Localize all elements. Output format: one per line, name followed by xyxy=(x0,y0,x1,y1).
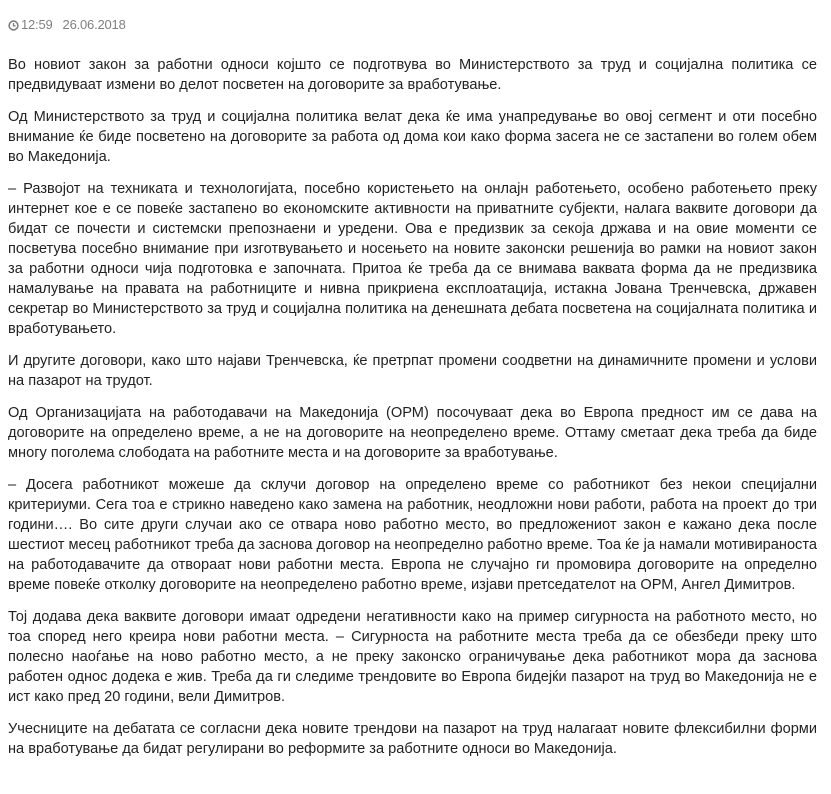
article-paragraph-quote: – Развојот на техниката и технологијата, посебно користењето на онлајн работењето, особено работењето преку интернет кое е се повеќе застапено во економските активности на приватните субјекти, налага ваквите договори да бидат се почести и системски препознаени и уредени. Ова е предизвик за секоја држава и на овие моменти се посветува посебно внимание при изготвувањето и носењето на новите законски решенија во рамки на новиот закон за работни односи чија подготовка е започната. Притоа ќе треба да се внимава ваквата форма да не предизвика намалување на правата на работниците и нивна прикриена експлоатација, истакна Јована Тренчевска, државен секретар во Министерството за труд и социјална политика на денешната дебата посветена на социјалната политика и вработувањето. xyxy=(8,181,817,337)
publish-time: 12:59 xyxy=(21,16,53,32)
clock-icon xyxy=(8,19,19,30)
article-paragraph-quote: – Досега работникот можеше да склучи договор на определено време со работникот без некои специјални критериуми. Сега тоа е стрикно наведено како замена на работник, неодложни нови работи, работа на проект до три години…. Во сите други случаи ако се отвара ново работно место, во предложениот закон е кажано дека после шестиот месец работникот треба да заснова договор на неопределно работно време. Тоа ќе ја намали мотивираноста на работодавачите да отвораат нови работни места. Европа не случајно ги промовира договорите на определно време повеќе отколку договорите на неопределено работно време, изјави претседателот на ОРМ, Ангел Димитров. xyxy=(8,477,817,593)
article-paragraph: Во новиот закон за работни односи којшто се подготвува во Министерството за труд и социјална политика се предвидуваат измени во делот посветен на договорите за вработување. xyxy=(8,57,817,93)
article-paragraph: Од Министерството за труд и социјална политика велат дека ќе има унапредување во овој сегмент и оти посебно внимание ќе биде посветено на договорите за работа од дома кои како форма засега не се застапени во голем обем во Македонија. xyxy=(8,109,817,165)
article-paragraph: Тој додава дека ваквите договори имаат одредени негативности како на пример сигурноста на работното место, но тоа според него креира нови работни места. – Сигурноста на работните места треба да се обезбеди преку што полесно наоѓање на ново работно место, а не преку законско ограничување дека работникот мора да заснова работен однос додека е жив. Треба да ги следиме трендовите во Европа бидејќи пазарот на труд во Македонија не е ист како пред 20 години, вели Димитров. xyxy=(8,609,817,705)
publish-date: 26.06.2018 xyxy=(62,16,126,32)
article-paragraph: И другите договори, како што најави Тренчевска, ќе претрпат промени соодветни на динамичните промени и услови на пазарот на трудот. xyxy=(8,353,817,389)
article-meta xyxy=(8,16,817,32)
article xyxy=(0,16,831,759)
article-paragraph: Учесниците на дебатата се согласни дека новите трендови на пазарот на труд налагаат новите флексибилни форми на вработување да бидат регулирани во реформите за работните односи во Македонија. xyxy=(8,721,817,757)
article-paragraph: Од Организацијата на работодавачи на Македонија (ОРМ) посочуваат дека во Европа предност им се дава на договорите на определено време, а не на договорите на неопределено време. Оттаму сметаат дека треба да биде многу поголема слободата на работните места и на договорите за вработување. xyxy=(8,405,817,461)
